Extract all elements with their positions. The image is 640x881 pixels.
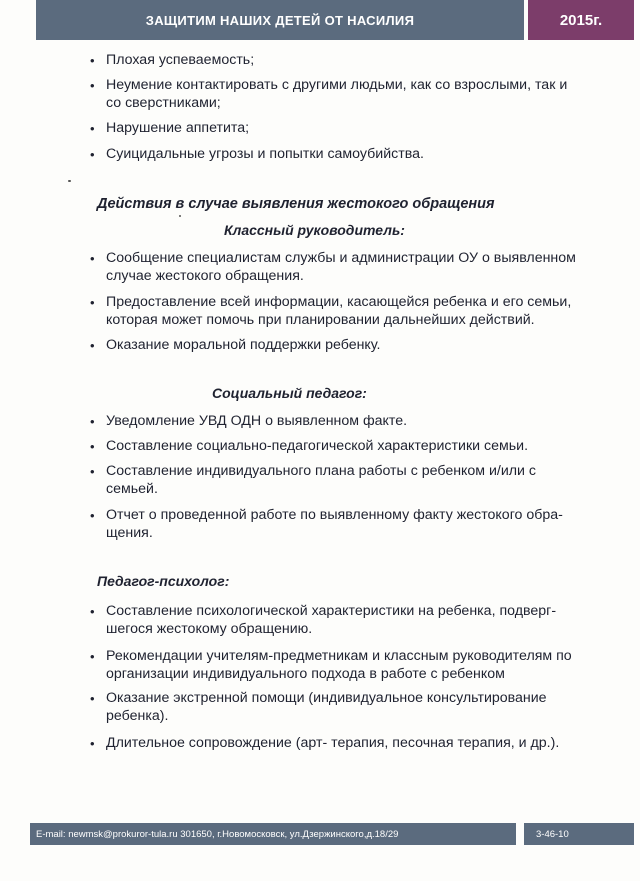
list-item: • Оказание моральной поддержки ребенку. <box>90 337 381 353</box>
footer-divider <box>516 823 524 845</box>
bullet-icon: • <box>90 53 95 68</box>
bullet-icon: • <box>90 439 95 454</box>
header-title: ЗАЩИТИМ НАШИХ ДЕТЕЙ ОТ НАСИЛИЯ <box>36 0 524 40</box>
section-title: Действия в случае выявления жестокого обращения <box>97 196 495 212</box>
bullet-icon: • <box>90 121 95 136</box>
list-item: • Нарушение аппетита; <box>90 120 250 136</box>
list-item: • Суицидальные угрозы и попытки самоубийства. <box>90 146 424 162</box>
list-item: • Оказание экстренной помощи (индивидуальное консультирование ребенка). <box>90 690 547 724</box>
list-item: • Составление социально-педагогической характеристики семьи. <box>90 438 529 454</box>
psychologist-title: Педагог-психолог: <box>97 573 230 589</box>
bullet-icon: • <box>90 78 95 93</box>
list-item: • Плохая успеваемость; <box>90 52 255 68</box>
list-item: • Предоставление всей информации, касающейся ребенка и его семьи, которая может помочь при планировании дальнейших действий. <box>90 294 572 328</box>
header-year: 2015г. <box>528 0 634 40</box>
bullet-icon: • <box>90 508 95 523</box>
social-pedagogue-title: Социальный педагог: <box>212 385 367 401</box>
bullet-icon: • <box>90 414 95 429</box>
bullet-icon: • <box>90 736 95 751</box>
bullet-icon: • <box>90 147 95 162</box>
scan-speck <box>68 180 71 182</box>
page-footer <box>30 823 634 845</box>
list-item: • Уведомление УВД ОДН о выявленном факте. <box>90 413 408 429</box>
bullet-icon: • <box>90 604 95 619</box>
bullet-icon: • <box>90 649 95 664</box>
page-header <box>36 0 634 40</box>
footer-contact: E-mail: newmsk@prokuror-tula.ru 301650, г.Новомосковск, ул.Дзержинского,д.18/29 <box>30 823 516 845</box>
list-item: • Длительное сопровождение (арт- терапия, песочная терапия, и др.). <box>90 735 560 751</box>
bullet-icon: • <box>90 295 95 310</box>
list-item: • Составление психологической характеристики на ребенка, подверг- шегося жестокому обращению. <box>90 603 557 637</box>
scan-speck <box>179 215 181 217</box>
list-item: • Сообщение специалистам службы и администрации ОУ о выявленном случае жестокого обращения. <box>90 250 576 284</box>
bullet-icon: • <box>90 691 95 706</box>
list-item: • Неумение контактировать с другими людьми, как со взрослыми, так и со сверстниками; <box>90 77 568 111</box>
bullet-icon: • <box>90 338 95 353</box>
bullet-icon: • <box>90 251 95 266</box>
class-teacher-title: Классный руководитель: <box>224 222 405 238</box>
list-item: • Отчет о проведенной работе по выявленному факту жестокого обра- щения. <box>90 507 563 541</box>
bullet-icon: • <box>90 464 95 479</box>
list-item: • Рекомендации учителям-предметникам и классным руководителям по организации индивидуального подхода в работе с ребенком <box>90 648 572 682</box>
list-item: • Составление индивидуального плана работы с ребенком и/или с семьей. <box>90 463 537 497</box>
footer-phone: 3-46-10 <box>524 823 634 845</box>
